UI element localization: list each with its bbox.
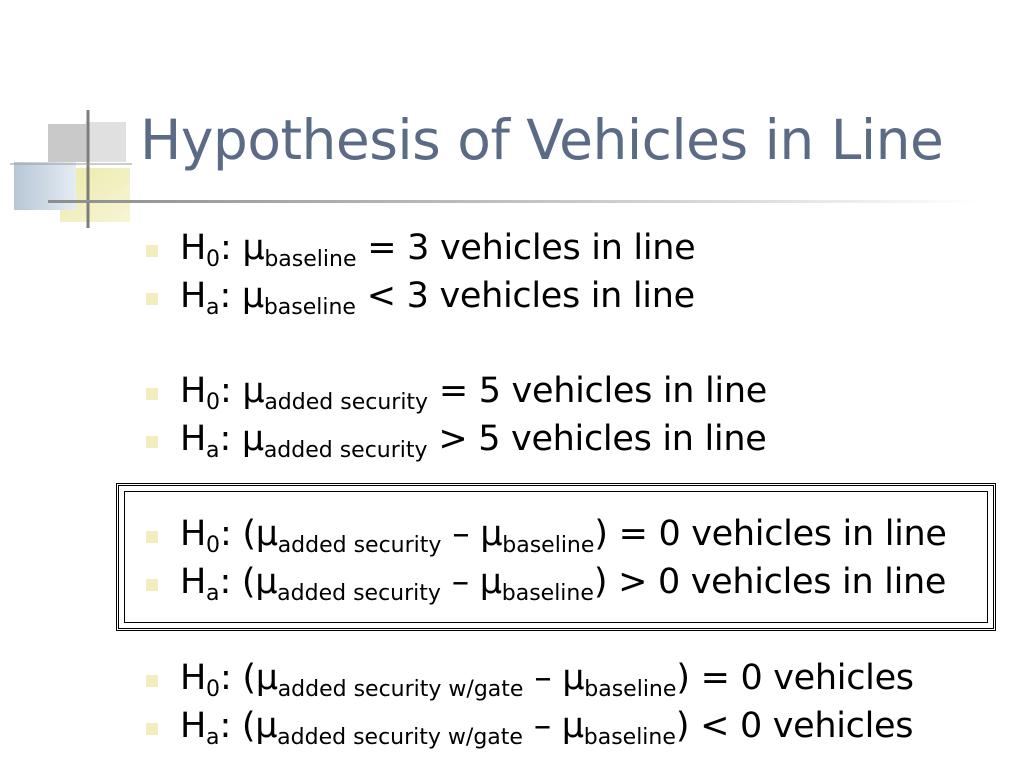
bullet-icon bbox=[146, 723, 158, 735]
hypothesis-line-null-gate-difference: $H_0$: $(\mu_{added security w/gate} - \mu_{baseline}) = 0$ vehicles bbox=[180, 658, 914, 702]
hypothesis-line-alt-added-security: $H_a$: $\mu_{added security} > 5$ vehicles in line bbox=[180, 419, 767, 463]
bullet-icon bbox=[146, 579, 158, 591]
hypothesis-line-alt-gate-difference: $H_a$: $(\mu_{added security w/gate} - \mu_{baseline}) < 0$ vehicles bbox=[180, 706, 914, 750]
corner-decoration bbox=[0, 0, 140, 240]
hypothesis-line-null-baseline: $H_0$: $\mu_{baseline} = 3$ vehicles in line bbox=[180, 228, 696, 272]
bullet-icon bbox=[146, 531, 158, 543]
bullet-icon bbox=[146, 675, 158, 687]
hypothesis-line-null-added-security: $H_0$: $\mu_{added security} = 5$ vehicles in line bbox=[180, 371, 767, 415]
hypothesis-line-alt-baseline: $H_a$: $\mu_{baseline} < 3$ vehicles in line bbox=[180, 276, 695, 320]
bullet-icon bbox=[146, 293, 158, 305]
slide-title: Hypothesis of Vehicles in Line bbox=[140, 108, 944, 172]
title-divider bbox=[48, 200, 978, 203]
bullet-icon bbox=[146, 245, 158, 257]
bullet-icon bbox=[146, 436, 158, 448]
hypothesis-line-null-difference: $H_0$: $(\mu_{added security} - \mu_{baseline}) = 0$ vehicles in line bbox=[180, 514, 947, 558]
hypothesis-line-alt-difference: $H_a$: $(\mu_{added security} - \mu_{baseline}) > 0$ vehicles in line bbox=[180, 562, 947, 606]
bullet-icon bbox=[146, 388, 158, 400]
